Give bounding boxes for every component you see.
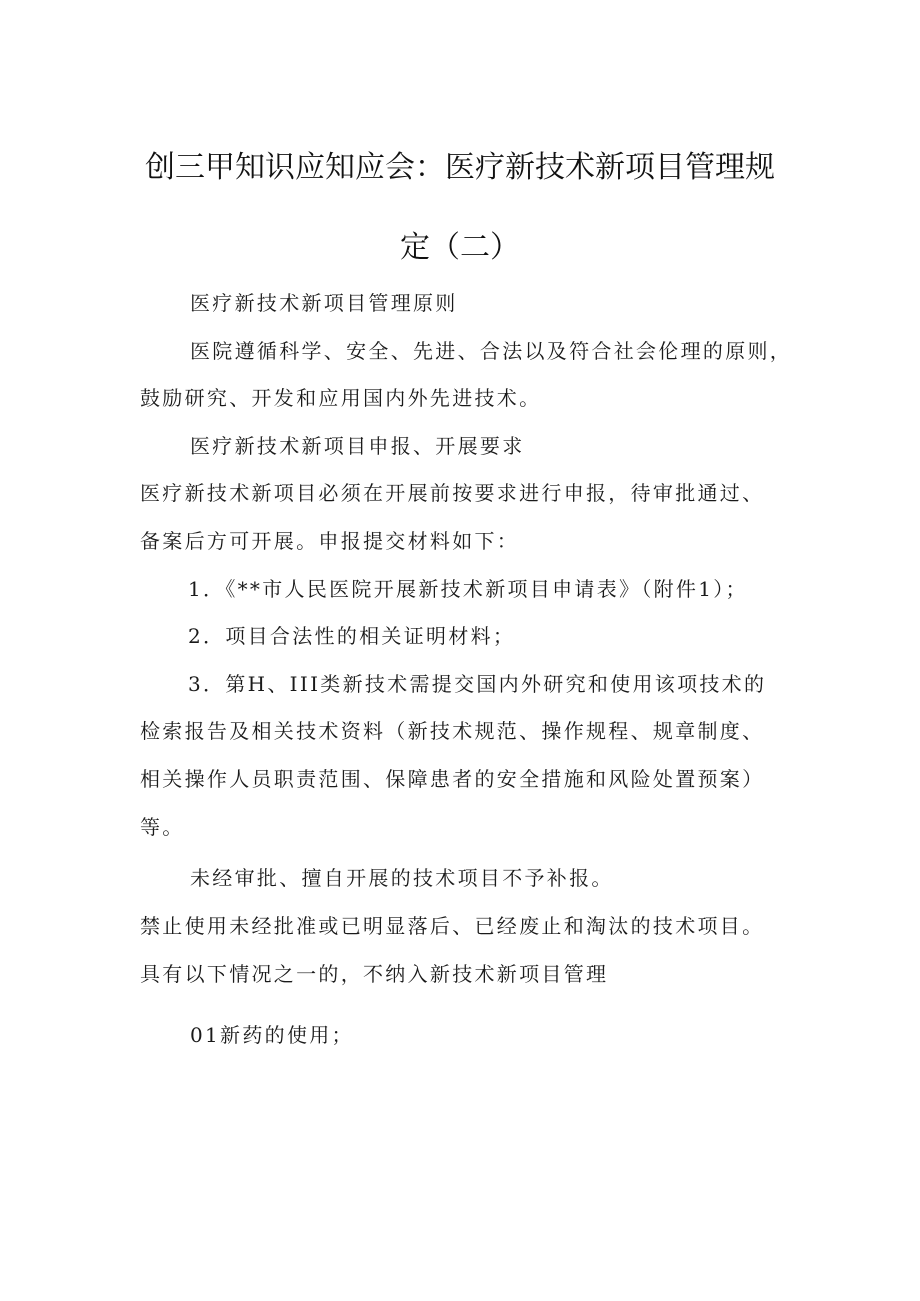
paragraph-line: 禁止使用未经批准或已明显落后、已经废止和淘汰的技术项目。 [140,914,765,938]
paragraph-line: 医疗新技术新项目必须在开展前按要求进行申报，待审批通过、 [140,481,765,505]
paragraph-line: 医院遵循科学、安全、先进、合法以及符合社会伦理的原则， [190,339,793,363]
paragraph-line: 具有以下情况之一的，不纳入新技术新项目管理 [140,962,609,986]
document-title-line-2: 定（二） [400,230,520,265]
list-item: 01新药的使用； [190,1023,354,1047]
list-item: 2．项目合法性的相关证明材料； [188,624,516,648]
list-item: 1．《**市人民医院开展新技术新项目申请表》（附件1）； [188,577,748,601]
paragraph-line: 等。 [140,815,185,839]
list-item: 3．第H、III类新技术需提交国内外研究和使用该项技术的 [188,672,767,696]
section-heading-requirements: 医疗新技术新项目申报、开展要求 [190,434,525,458]
paragraph-line: 未经审批、擅自开展的技术项目不予补报。 [190,866,614,890]
section-heading-principles: 医疗新技术新项目管理原则 [190,291,458,315]
paragraph-line: 备案后方可开展。申报提交材料如下： [140,529,520,553]
paragraph-line: 相关操作人员职责范围、保障患者的安全措施和风险处置预案） [140,767,765,791]
paragraph-line: 鼓励研究、开发和应用国内外先进技术。 [140,386,542,410]
paragraph-line: 检索报告及相关技术资料（新技术规范、操作规程、规章制度、 [140,719,765,743]
document-title-line-1: 创三甲知识应知应会：医疗新技术新项目管理规 [145,150,775,185]
